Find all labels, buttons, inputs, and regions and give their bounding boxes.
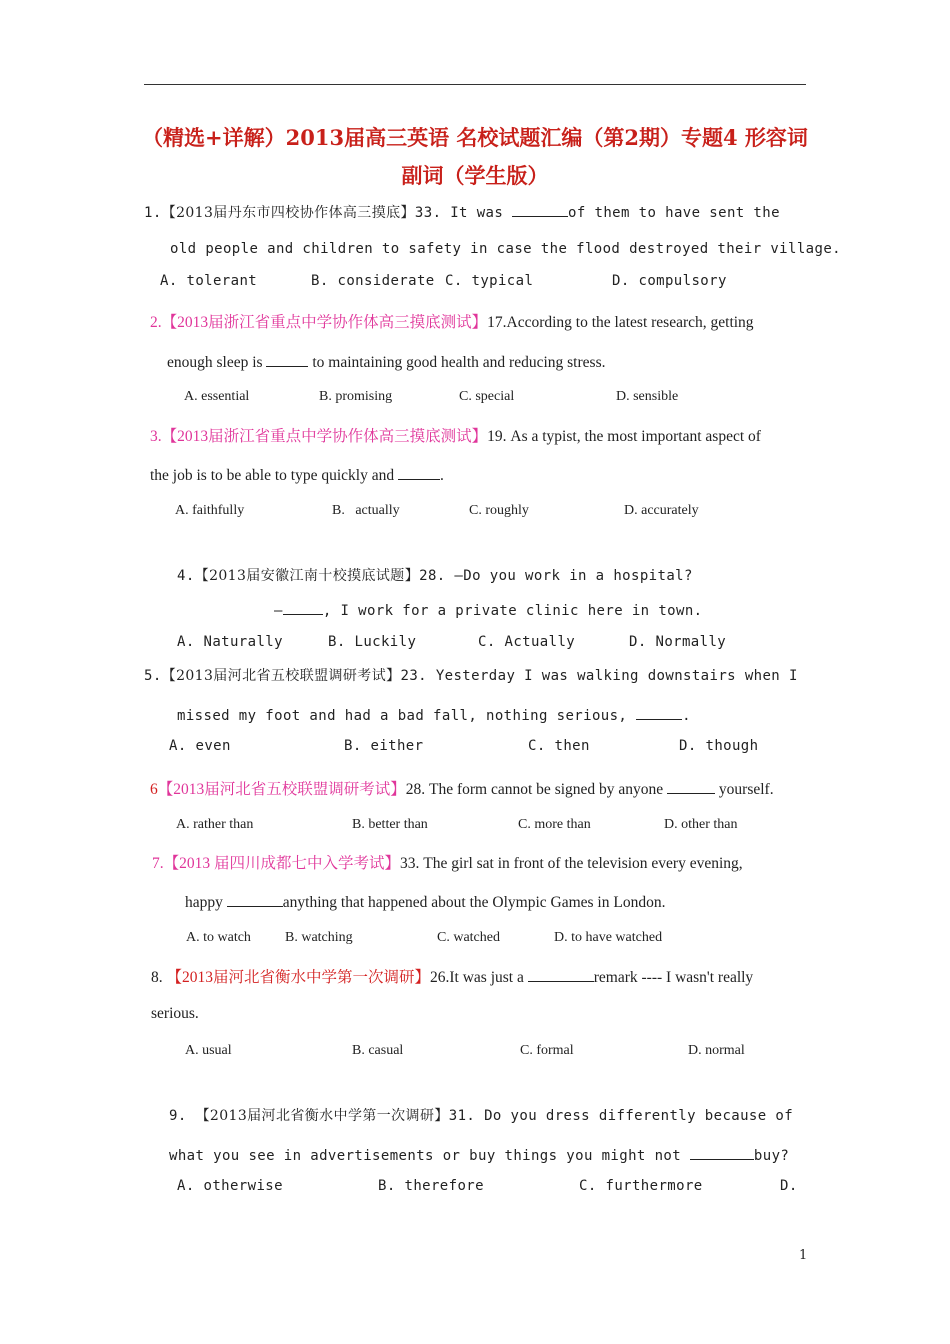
question-6-line-1 — [150, 779, 774, 799]
header-rule — [144, 84, 806, 85]
question-text: to maintaining good health and reducing stress. — [308, 354, 606, 371]
option-b: B. actually — [332, 503, 400, 518]
question-text: 31. Do you dress differently because of — [448, 1108, 794, 1124]
option-d: D. — [780, 1178, 798, 1194]
question-source: 【2013届河北省五校联盟调研考试】 — [157, 781, 406, 798]
option-c: C. special — [459, 389, 515, 404]
question-7-line-1 — [152, 855, 743, 873]
question-1-line-2: old people and children to safety in case the flood destroyed their village. — [170, 241, 841, 257]
question-text: buy? — [753, 1148, 790, 1164]
option-c: C. formal — [520, 1043, 574, 1058]
page-title-line2: 副词（学生版） — [401, 163, 549, 188]
option-b: B. casual — [352, 1043, 404, 1058]
question-source: 【2013届河北省衡水中学第一次调研】 — [195, 1108, 449, 1124]
option-a: A. essential — [184, 389, 250, 404]
question-1-line-1 — [144, 202, 780, 222]
option-a: A. even — [169, 738, 231, 754]
question-number: 1. — [144, 205, 162, 221]
question-number: 6 — [150, 781, 158, 798]
answer-blank — [512, 202, 568, 217]
question-source: 【2013届河北省五校联盟调研考试】 — [161, 668, 401, 684]
answer-blank — [667, 779, 715, 794]
question-8-line-1 — [151, 967, 753, 987]
option-a: A. usual — [185, 1043, 232, 1058]
option-b: B. better than — [352, 817, 428, 832]
page-number: 1 — [799, 1248, 808, 1263]
question-source: 【2013届河北省衡水中学第一次调研】 — [166, 969, 431, 986]
question-source: 【2013届安徽江南十校摸底试题】 — [194, 568, 420, 584]
question-text: remark ---- I wasn't really — [593, 969, 754, 986]
question-9-line-1 — [169, 1107, 793, 1125]
question-number: 2. — [150, 314, 162, 331]
question-text: anything that happened about the Olympic Games in London. — [282, 894, 666, 911]
question-number: 4. — [177, 568, 195, 584]
answer-blank — [690, 1145, 754, 1160]
question-text: the job is to be able to type quickly and — [150, 467, 398, 484]
question-number: 5. — [144, 668, 162, 684]
question-3-line-2 — [150, 465, 444, 485]
question-text: yourself. — [715, 781, 774, 798]
question-text: 33. The girl sat in front of the television every evening, — [400, 855, 743, 872]
question-text: 19. As a typist, the most important aspect of — [487, 428, 761, 445]
question-source: 【2013 届四川成都七中入学考试】 — [163, 855, 401, 872]
question-text: 26.It was just a — [430, 969, 528, 986]
option-d: D. Normally — [629, 634, 727, 650]
option-c: C. typical — [445, 273, 534, 289]
question-2-line-1 — [150, 314, 754, 332]
option-d: D. accurately — [624, 503, 699, 518]
question-text: — — [274, 603, 283, 619]
question-source: 【2013届浙江省重点中学协作体高三摸底测试】 — [161, 314, 488, 331]
option-c: C. watched — [437, 930, 500, 945]
question-number: 7. — [152, 855, 164, 872]
answer-blank — [398, 465, 440, 480]
question-4-line-2 — [274, 600, 702, 620]
option-d: D. normal — [688, 1043, 745, 1058]
question-source: 【2013届丹东市四校协作体高三摸底】 — [161, 205, 415, 221]
question-text: 28. The form cannot be signed by anyone — [405, 781, 668, 798]
question-text: happy — [185, 894, 227, 911]
question-9-line-2 — [169, 1145, 789, 1165]
question-number: 8. — [151, 969, 163, 986]
question-5-line-1 — [144, 667, 798, 685]
question-text: enough sleep is — [167, 354, 267, 371]
answer-blank — [283, 600, 323, 615]
question-text: missed my foot and had a bad fall, nothing serious, — [177, 708, 637, 724]
question-4-line-1 — [177, 567, 693, 585]
option-d: D. sensible — [616, 389, 679, 404]
page-title: （精选+详解）2013届高三英语 名校试题汇编（第2期）专题4 形容词 — [142, 125, 808, 150]
question-text: 33. It was — [414, 205, 513, 221]
option-d: D. compulsory — [612, 273, 727, 289]
option-a: A. otherwise — [177, 1178, 283, 1194]
option-c: C. more than — [518, 817, 591, 832]
question-text: what you see in advertisements or buy things you might not — [169, 1148, 690, 1164]
question-text: of them to have sent the — [568, 205, 780, 221]
option-d: D. though — [679, 738, 759, 754]
question-3-line-1 — [150, 428, 761, 446]
option-b: B. watching — [285, 930, 353, 945]
question-number: 9. — [169, 1108, 187, 1124]
option-b: B. Luckily — [328, 634, 417, 650]
option-a: A. faithfully — [175, 503, 245, 518]
answer-blank — [227, 892, 283, 907]
option-a: A. to watch — [186, 930, 251, 945]
question-7-line-2 — [185, 892, 665, 912]
option-b: B. either — [344, 738, 424, 754]
answer-blank — [636, 705, 682, 720]
option-c: C. Actually — [478, 634, 576, 650]
question-text: 17.According to the latest research, getting — [487, 314, 754, 331]
option-c: C. then — [528, 738, 590, 754]
option-c: C. furthermore — [579, 1178, 703, 1194]
option-b: B. promising — [319, 389, 393, 404]
question-5-line-2 — [177, 705, 691, 725]
option-a: A. tolerant — [160, 273, 258, 289]
answer-blank — [266, 352, 308, 367]
question-text: 23. Yesterday I was walking downstairs when I — [400, 668, 798, 684]
question-text: 28. —Do you work in a hospital? — [419, 568, 693, 584]
option-c: C. roughly — [469, 503, 529, 518]
option-b: B. considerate — [311, 273, 435, 289]
option-b: B. therefore — [378, 1178, 484, 1194]
answer-blank — [528, 967, 594, 982]
question-text: , I work for a private clinic here in town. — [322, 603, 703, 619]
question-source: 【2013届浙江省重点中学协作体高三摸底测试】 — [161, 428, 488, 445]
option-a: A. Naturally — [177, 634, 283, 650]
question-text: . — [682, 708, 691, 724]
question-8-line-2: serious. — [151, 1005, 199, 1022]
option-d: D. other than — [664, 817, 738, 832]
option-a: A. rather than — [176, 817, 254, 832]
question-text: . — [439, 467, 444, 484]
question-2-line-2 — [167, 352, 605, 372]
question-number: 3. — [150, 428, 162, 445]
option-d: D. to have watched — [554, 930, 663, 945]
